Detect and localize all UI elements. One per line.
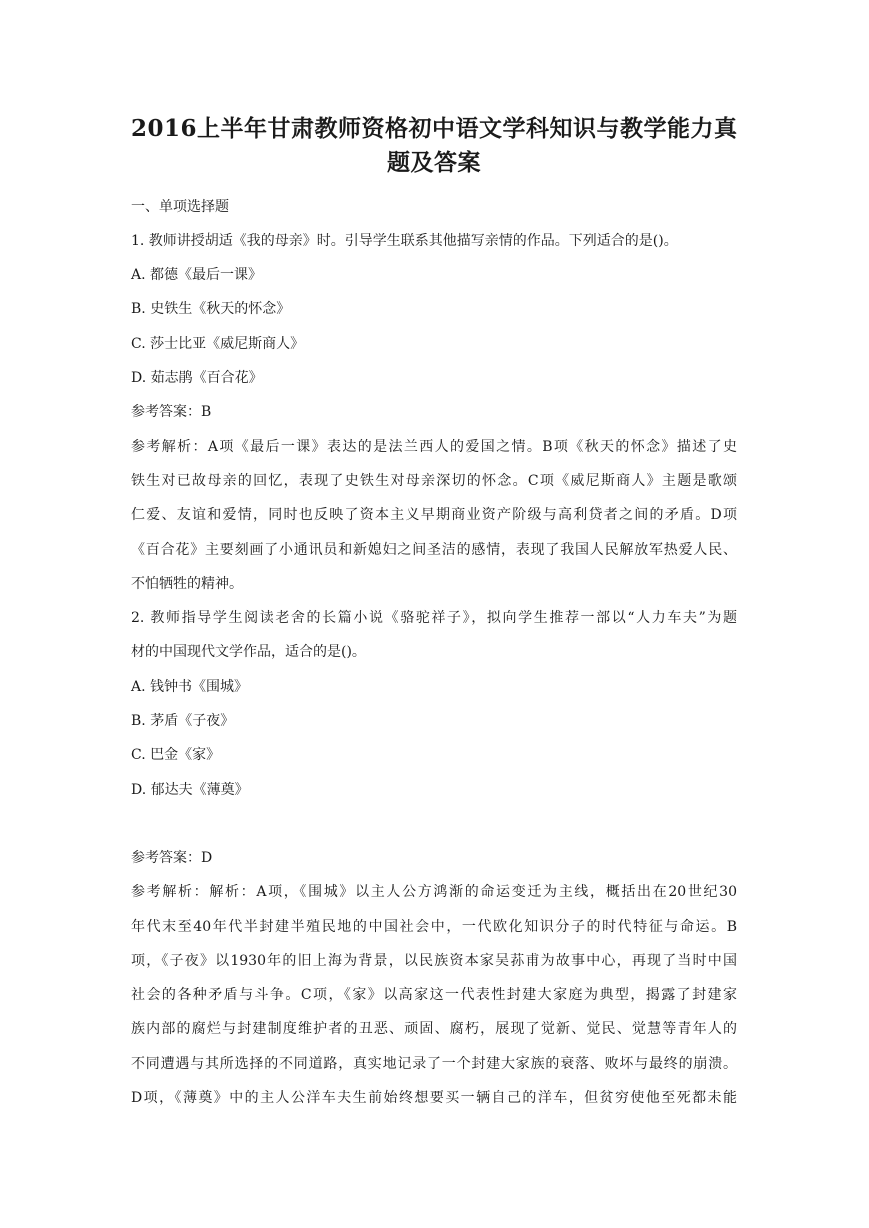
option-b: B. 史铁生《秋天的怀念》 xyxy=(131,301,291,318)
title-line-1: 2016上半年甘肃教师资格初中语文学科知识与教学能力真 xyxy=(131,115,738,142)
analysis-line: 参考解析：A项《最后一课》表达的是法兰西人的爱国之情。B项《秋天的怀念》描述了史 xyxy=(131,438,737,455)
analysis-line: 仁爱、友谊和爱情，同时也反映了资本主义早期商业资产阶级与高利贷者之间的矛盾。D项 xyxy=(131,507,737,524)
analysis-line: 年代末至40年代半封建半殖民地的中国社会中，一代欧化知识分子的时代特征与命运。B xyxy=(131,918,737,935)
analysis-paragraph xyxy=(131,430,737,601)
question-stem: 2. 教师指导学生阅读老舍的长篇小说《骆驼祥子》，拟向学生推荐一部以“人力车夫”为题 xyxy=(131,610,737,627)
question-stem: 材的中国现代文学作品，适合的是()。 xyxy=(131,644,366,661)
analysis-line: 族内部的腐烂与封建制度维护者的丑恶、顽固、腐朽，展现了觉新、觉民、觉慧等青年人的 xyxy=(131,1021,737,1038)
option-c: C. 莎士比亚《威尼斯商人》 xyxy=(131,335,305,352)
document-title xyxy=(131,0,737,175)
option-a: A. 都德《最后一课》 xyxy=(131,267,263,284)
analysis-line: D项，《薄奠》中的主人公洋车夫生前始终想要买一辆自己的洋车，但贫穷使他至死都未能 xyxy=(131,1090,737,1107)
analysis-line: 《百合花》主要刻画了小通讯员和新媳妇之间圣洁的感情，表现了我国人民解放军热爱人民、 xyxy=(131,541,737,558)
answer-text: 参考答案：B xyxy=(131,404,212,421)
analysis-line: 项，《子夜》以1930年的旧上海为背景，以民族资本家吴荪甫为故事中心，再现了当时中国 xyxy=(131,952,737,969)
option-c: C. 巴金《家》 xyxy=(131,747,221,764)
analysis-paragraph xyxy=(131,875,737,1115)
analysis-line: 铁生对已故母亲的回忆，表现了史铁生对母亲深切的怀念。C项《威尼斯商人》主题是歌颂 xyxy=(131,472,737,489)
section-heading: 一、单项选择题 xyxy=(131,198,229,215)
question-2 xyxy=(131,601,737,1115)
document-body xyxy=(131,190,737,1116)
option-b: B. 茅盾《子夜》 xyxy=(131,713,235,730)
option-d: D. 茹志鹃《百合花》 xyxy=(131,370,263,387)
question-stem: 1. 教师讲授胡适《我的母亲》时。引导学生联系其他描写亲情的作品。下列适合的是()。 xyxy=(131,232,678,249)
analysis-line: 不同遭遇与其所选择的不同道路，真实地记录了一个封建大家族的衰落、败坏与最终的崩溃。 xyxy=(131,1055,737,1072)
analysis-line: 参考解析：解析：A项，《围城》以主人公方鸿渐的命运变迁为主线，概括出在20世纪30 xyxy=(131,884,737,901)
title-line-2: 题及答案 xyxy=(387,149,481,177)
answer-text: 参考答案：D xyxy=(131,849,213,866)
blank-gap xyxy=(131,807,737,841)
question-1 xyxy=(131,224,737,601)
option-a: A. 钱钟书《围城》 xyxy=(131,678,249,695)
analysis-line: 不怕牺牲的精神。 xyxy=(131,575,243,592)
analysis-line: 社会的各种矛盾与斗争。C项，《家》以高家这一代表性封建大家庭为典型，揭露了封建家 xyxy=(131,987,737,1004)
option-d: D. 郁达夫《薄奠》 xyxy=(131,781,249,798)
